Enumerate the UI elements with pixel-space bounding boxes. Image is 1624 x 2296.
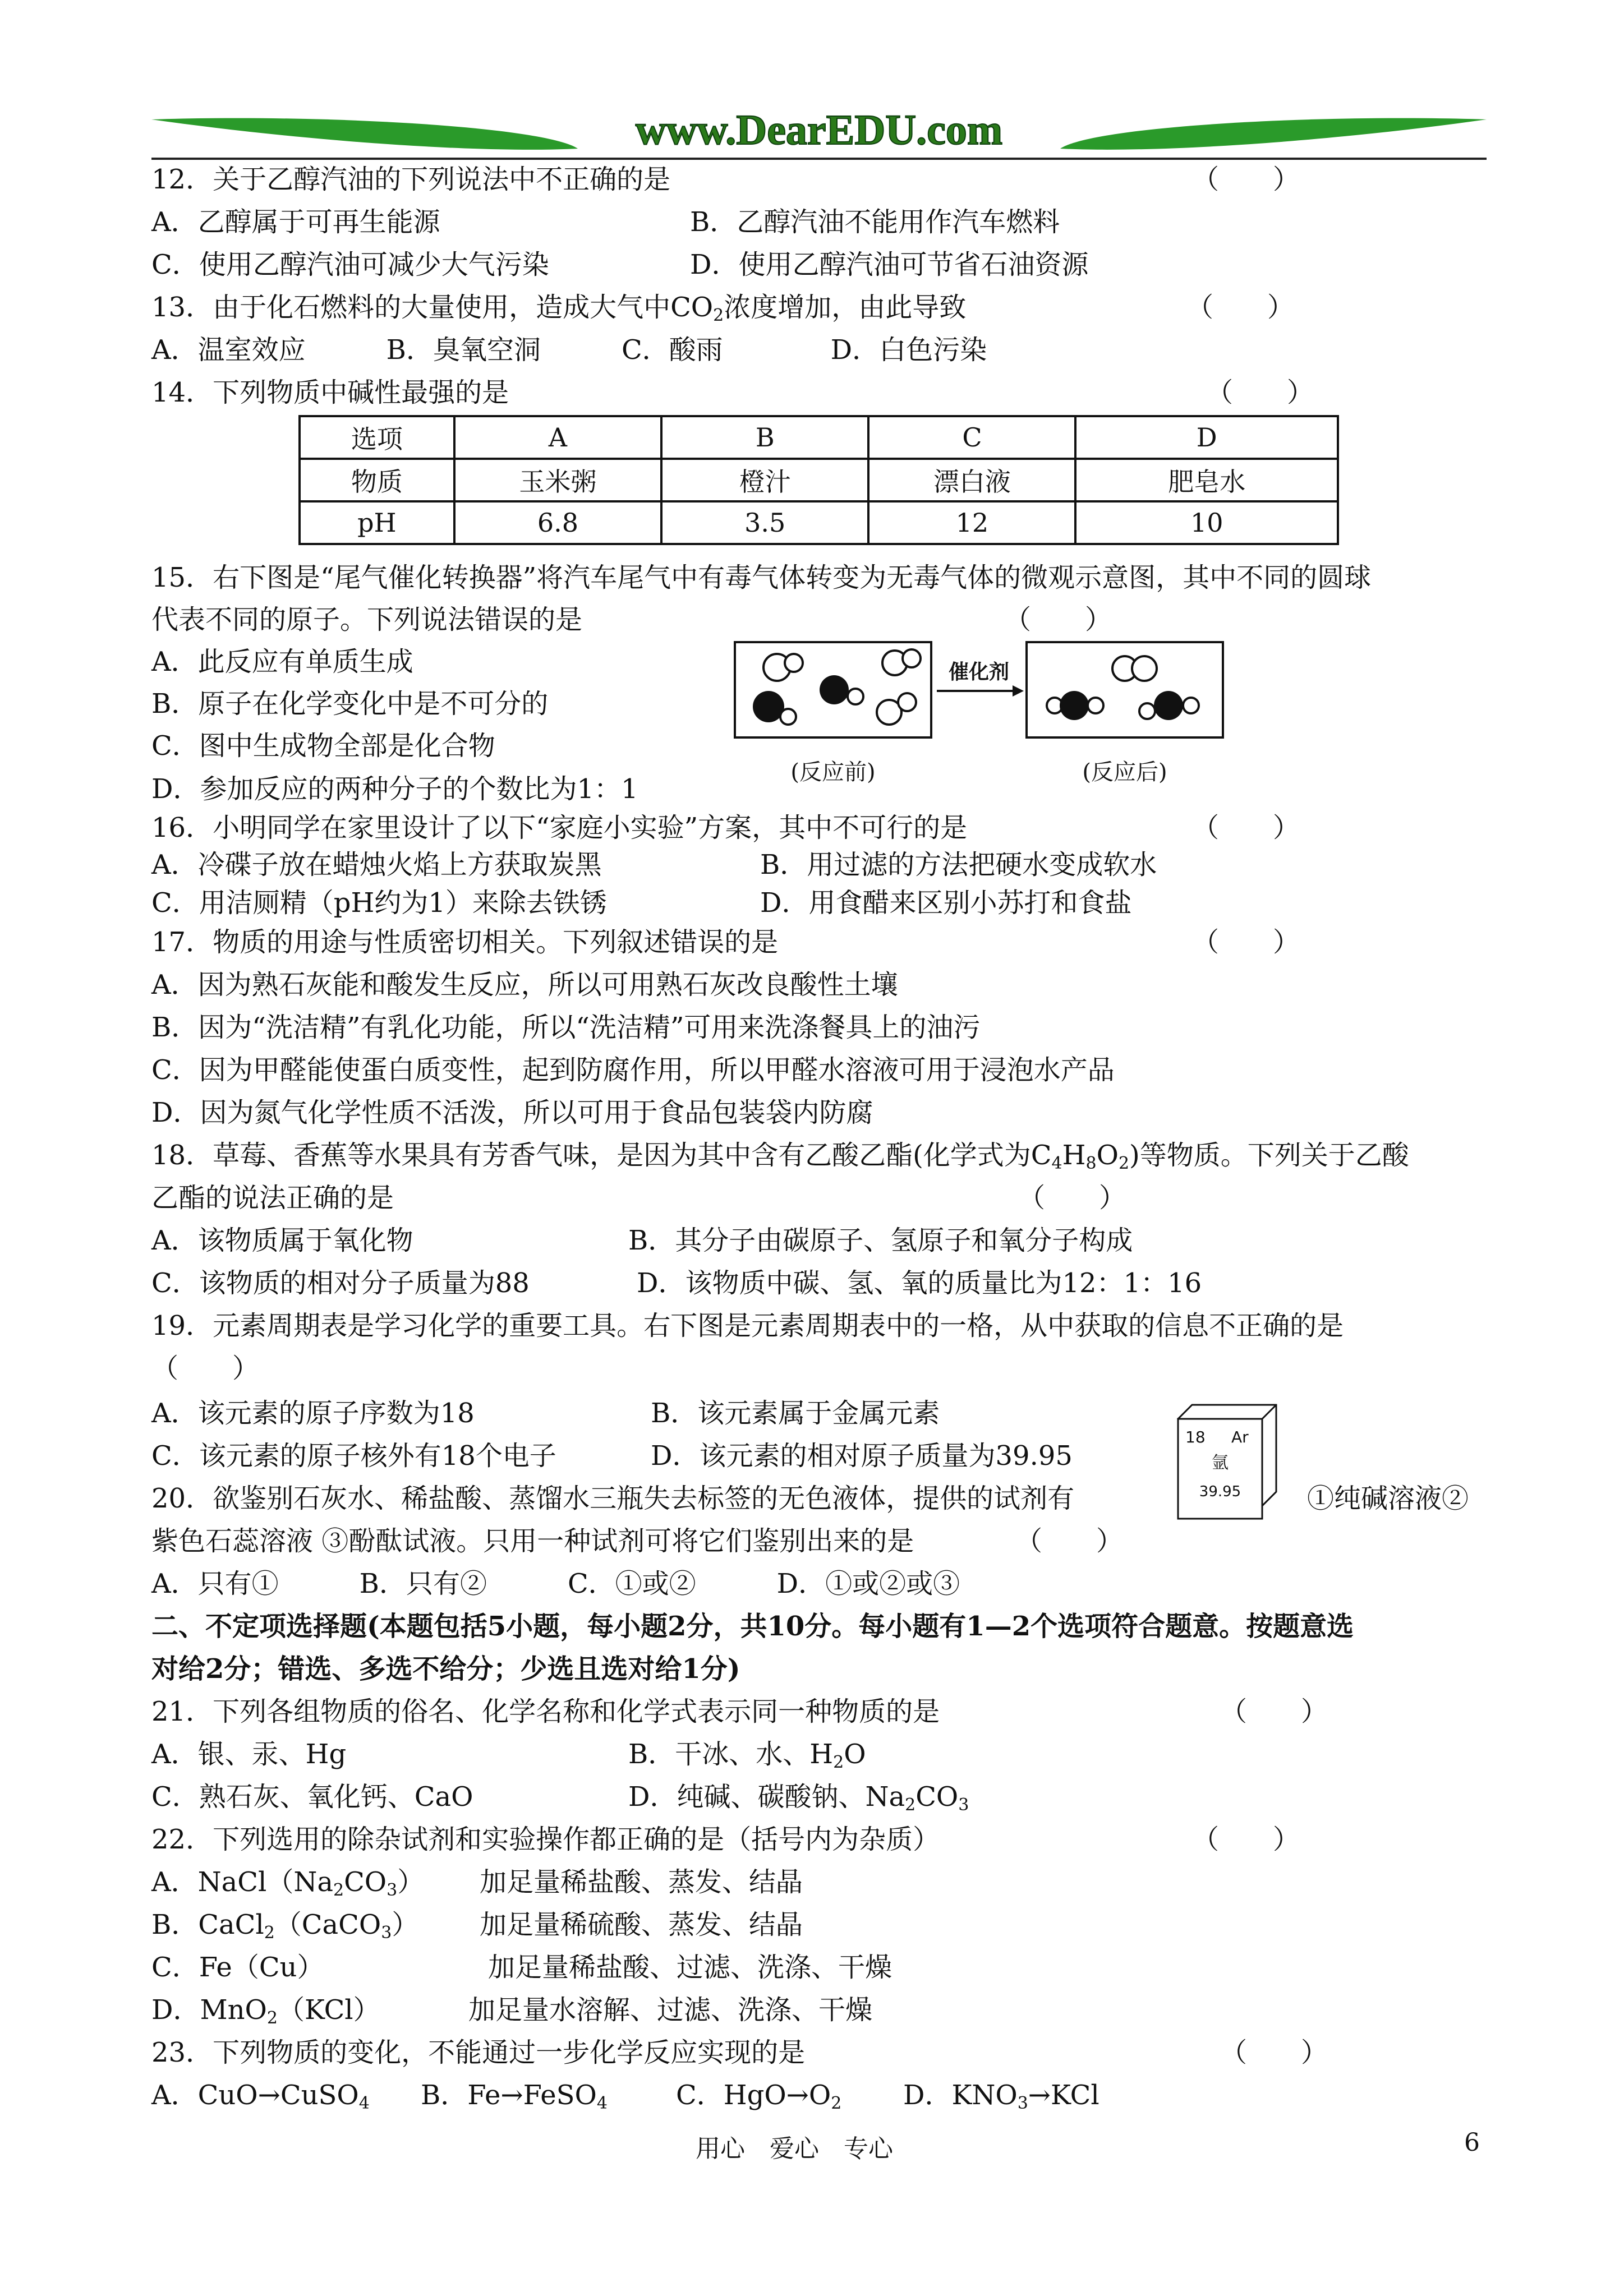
q22-option-c: C．Fe（Cu） <box>151 1952 324 1983</box>
q13-options: A．温室效应 B．臭氧空洞 C．酸雨 D．白色污染 <box>151 334 987 366</box>
table-cell: 漂白液 <box>868 459 1075 501</box>
element-number: 18 <box>1185 1428 1206 1446</box>
q16-option-d: D．用食醋来区别小苏打和食盐 <box>760 887 1132 919</box>
q20-stem-2: 紫色石蕊溶液 ③酚酞试液。只用一种试剂可将它们鉴别出来的是 <box>151 1525 914 1557</box>
before-label: (反应前) <box>790 759 876 785</box>
q23-option-c: C．$HgO\to O_2$ <box>676 2080 842 2113</box>
table-cell: 橙汁 <box>661 459 868 501</box>
q17-option-b: B．因为“洗洁精”有乳化功能，所以“洗洁精”可用来洗涤餐具上的油污 <box>151 1012 981 1043</box>
q23-option-b: B．Fe→FeSO$_4$ <box>421 2080 608 2113</box>
q21-option-d: D．纯碱、碳酸钠、$Na_2CO_3$ <box>628 1781 969 1815</box>
q17-option-c: C．因为甲醛能使蛋白质变性，起到防腐作用，所以甲醛水溶液可用于浸泡水产品 <box>151 1054 1115 1086</box>
q20-options: A．只有① B．只有② C．①或② D．①或②或③ <box>151 1568 960 1599</box>
q16-option-a: A．冷碟子放在蜡烛火焰上方获取炭黑 <box>151 849 602 880</box>
q22-option-d: D．MnO$_2$（KCl） <box>151 1994 380 2028</box>
q21-option-c: C．熟石灰、氧化钙、CaO <box>151 1781 473 1813</box>
q21-option-b: B．干冰、水、$H_2O$ <box>628 1739 866 1772</box>
q21-option-a: A．银、汞、Hg <box>151 1739 347 1770</box>
q14-stem: 14．下列物质中碱性最强的是 <box>151 377 509 408</box>
q15-option-c: C．图中生成物全部是化合物 <box>151 730 495 762</box>
q16-bracket: （ ） <box>1192 812 1300 843</box>
q21-stem: 21．下列各组物质的俗名、化学名称和化学式表示同一种物质的是 <box>151 1696 940 1727</box>
q19-option-b: B．该元素属于金属元素 <box>651 1398 940 1429</box>
q15-option-b: B．原子在化学变化中是不可分的 <box>151 688 549 720</box>
element-name: 氩 <box>1212 1453 1229 1473</box>
q23-option-a: A．CuO→CuSO$_4$ <box>151 2080 370 2113</box>
q18-option-c: C．该物质的相对分子质量为88 <box>151 1267 530 1299</box>
section-2-heading-1: 二、不定项选择题(本题包括5小题，每小题2分，共10分。每小题有1—2个选项符合题意。按题意选 <box>151 1611 1354 1642</box>
table-cell: B <box>661 416 868 459</box>
q20-bracket: （ ） <box>1015 1525 1124 1557</box>
table-cell: 物质 <box>300 459 454 501</box>
q18-bracket: （ ） <box>1018 1182 1126 1214</box>
table-row <box>300 459 1338 501</box>
q18-option-d: D．该物质中碳、氢、氧的质量比为12：1：16 <box>637 1267 1202 1299</box>
table-cell: D <box>1075 416 1338 459</box>
q12-option-a: A．乙醇属于可再生能源 <box>151 206 440 238</box>
q18-option-b: B．其分子由碳原子、氢原子和氧分子构成 <box>628 1225 1133 1256</box>
section-2-heading-2: 对给2分；错选、多选不给分；少选且选对给1分) <box>151 1653 740 1685</box>
table-cell: 选项 <box>300 416 454 459</box>
table-cell: 肥皂水 <box>1075 459 1338 501</box>
q18-stem-2: 乙酯的说法正确的是 <box>151 1182 394 1214</box>
q17-option-d: D．因为氮气化学性质不活泼，所以可用于食品包装袋内防腐 <box>151 1097 873 1128</box>
table-header-row <box>300 416 1338 459</box>
q17-bracket: （ ） <box>1192 926 1300 958</box>
table-cell: C <box>868 416 1075 459</box>
q19-stem-2: （ ） <box>151 1353 260 1384</box>
page-number: 6 <box>1464 2128 1480 2157</box>
table-row <box>300 501 1338 544</box>
q22-option-c-operation: 加足量稀盐酸、过滤、洗涤、干燥 <box>488 1952 892 1983</box>
q16-option-c: C．用洁厕精（pH约为1）来除去铁锈 <box>151 887 607 919</box>
q17-stem: 17．物质的用途与性质密切相关。下列叙述错误的是 <box>151 926 779 958</box>
site-logo-text: www.DearEDU.com <box>635 109 1003 154</box>
q19-option-d: D．该元素的相对原子质量为39.95 <box>651 1440 1073 1472</box>
element-mass: 39.95 <box>1199 1483 1241 1500</box>
reaction-diagram <box>732 639 1237 791</box>
q22-option-d-operation: 加足量水溶解、过滤、洗涤、干燥 <box>468 1994 873 2026</box>
element-cell-argon <box>1170 1402 1282 1523</box>
q17-option-a: A．因为熟石灰能和酸发生反应，所以可用熟石灰改良酸性土壤 <box>151 969 898 1001</box>
table-cell: 12 <box>868 501 1075 544</box>
q23-bracket: （ ） <box>1220 2037 1328 2068</box>
q22-option-a-operation: 加足量稀盐酸、蒸发、结晶 <box>480 1866 803 1898</box>
q15-stem-1: 15．右下图是“尾气催化转换器”将汽车尾气中有毒气体转变为无毒气体的微观示意图，其中不同的圆球 <box>151 562 1372 593</box>
q15-option-a: A．此反应有单质生成 <box>151 646 413 677</box>
q19-option-c: C．该元素的原子核外有18个电子 <box>151 1440 556 1472</box>
element-symbol: Ar <box>1231 1428 1249 1446</box>
table-cell: pH <box>300 501 454 544</box>
table-cell: 玉米粥 <box>454 459 661 501</box>
q13-bracket: （ ） <box>1186 292 1295 323</box>
table-cell: 10 <box>1075 501 1338 544</box>
header-banner <box>151 109 1487 171</box>
q15-stem-2: 代表不同的原子。下列说法错误的是 <box>151 604 583 635</box>
q20-stem-1b: ①纯碱溶液② <box>1307 1483 1469 1514</box>
q16-stem: 16．小明同学在家里设计了以下“家庭小实验”方案，其中不可行的是 <box>151 812 968 843</box>
q12-option-c: C．使用乙醇汽油可减少大气污染 <box>151 249 549 280</box>
q19-stem-1: 19．元素周期表是学习化学的重要工具。右下图是元素周期表中的一格，从中获取的信息不正确的是 <box>151 1310 1344 1341</box>
q22-option-b: B．CaCl$_2$（CaCO$_3$） <box>151 1909 419 1943</box>
q18-stem-1: 18．草莓、香蕉等水果具有芳香气味，是因为其中含有乙酸乙酯(化学式为$C_4H_8O_2$)等物质。下列关于乙酸 <box>151 1140 1409 1173</box>
q20-stem-1a: 20．欲鉴别石灰水、稀盐酸、蒸馏水三瓶失去标签的无色液体，提供的试剂有 <box>151 1483 1075 1514</box>
ph-table <box>298 415 1339 545</box>
q22-option-a: A．$NaCl(Na_2CO_3)$ <box>151 1866 425 1900</box>
q15-option-d: D．参加反应的两种分子的个数比为1：1 <box>151 773 638 805</box>
q21-bracket: （ ） <box>1220 1696 1328 1727</box>
q12-option-d: D．使用乙醇汽油可节省石油资源 <box>690 249 1089 280</box>
q16-option-b: B．用过滤的方法把硬水变成软水 <box>760 849 1157 880</box>
q23-stem: 23．下列物质的变化，不能通过一步化学反应实现的是 <box>151 2037 806 2068</box>
q23-option-d: D．$KNO_3\to KCl$ <box>903 2080 1099 2113</box>
q12-stem: 12．关于乙醇汽油的下列说法中不正确的是 <box>151 164 671 195</box>
q19-option-a: A．该元素的原子序数为18 <box>151 1398 475 1429</box>
footer-motto: 用心 爱心 专心 <box>696 2134 893 2163</box>
table-cell: A <box>454 416 661 459</box>
table-cell: 6.8 <box>454 501 661 544</box>
q22-stem: 22．下列选用的除杂试剂和实验操作都正确的是（括号内为杂质） <box>151 1824 940 1855</box>
q15-bracket: （ ） <box>1004 604 1112 635</box>
header-rule <box>151 158 1487 160</box>
catalyst-label: 催化剂 <box>948 661 1010 684</box>
q12-bracket: （ ） <box>1192 164 1300 195</box>
q22-bracket: （ ） <box>1192 1824 1300 1855</box>
q14-bracket: （ ） <box>1206 377 1314 408</box>
q12-option-b: B．乙醇汽油不能用作汽车燃料 <box>690 206 1060 238</box>
q22-option-b-operation: 加足量稀硫酸、蒸发、结晶 <box>480 1909 803 1940</box>
q13-stem: 13．由于化石燃料的大量使用，造成大气中$CO_2$浓度增加，由此导致 <box>151 292 967 325</box>
q18-option-a: A．该物质属于氧化物 <box>151 1225 413 1256</box>
after-label: (反应后) <box>1082 759 1167 785</box>
table-cell: 3.5 <box>661 501 868 544</box>
